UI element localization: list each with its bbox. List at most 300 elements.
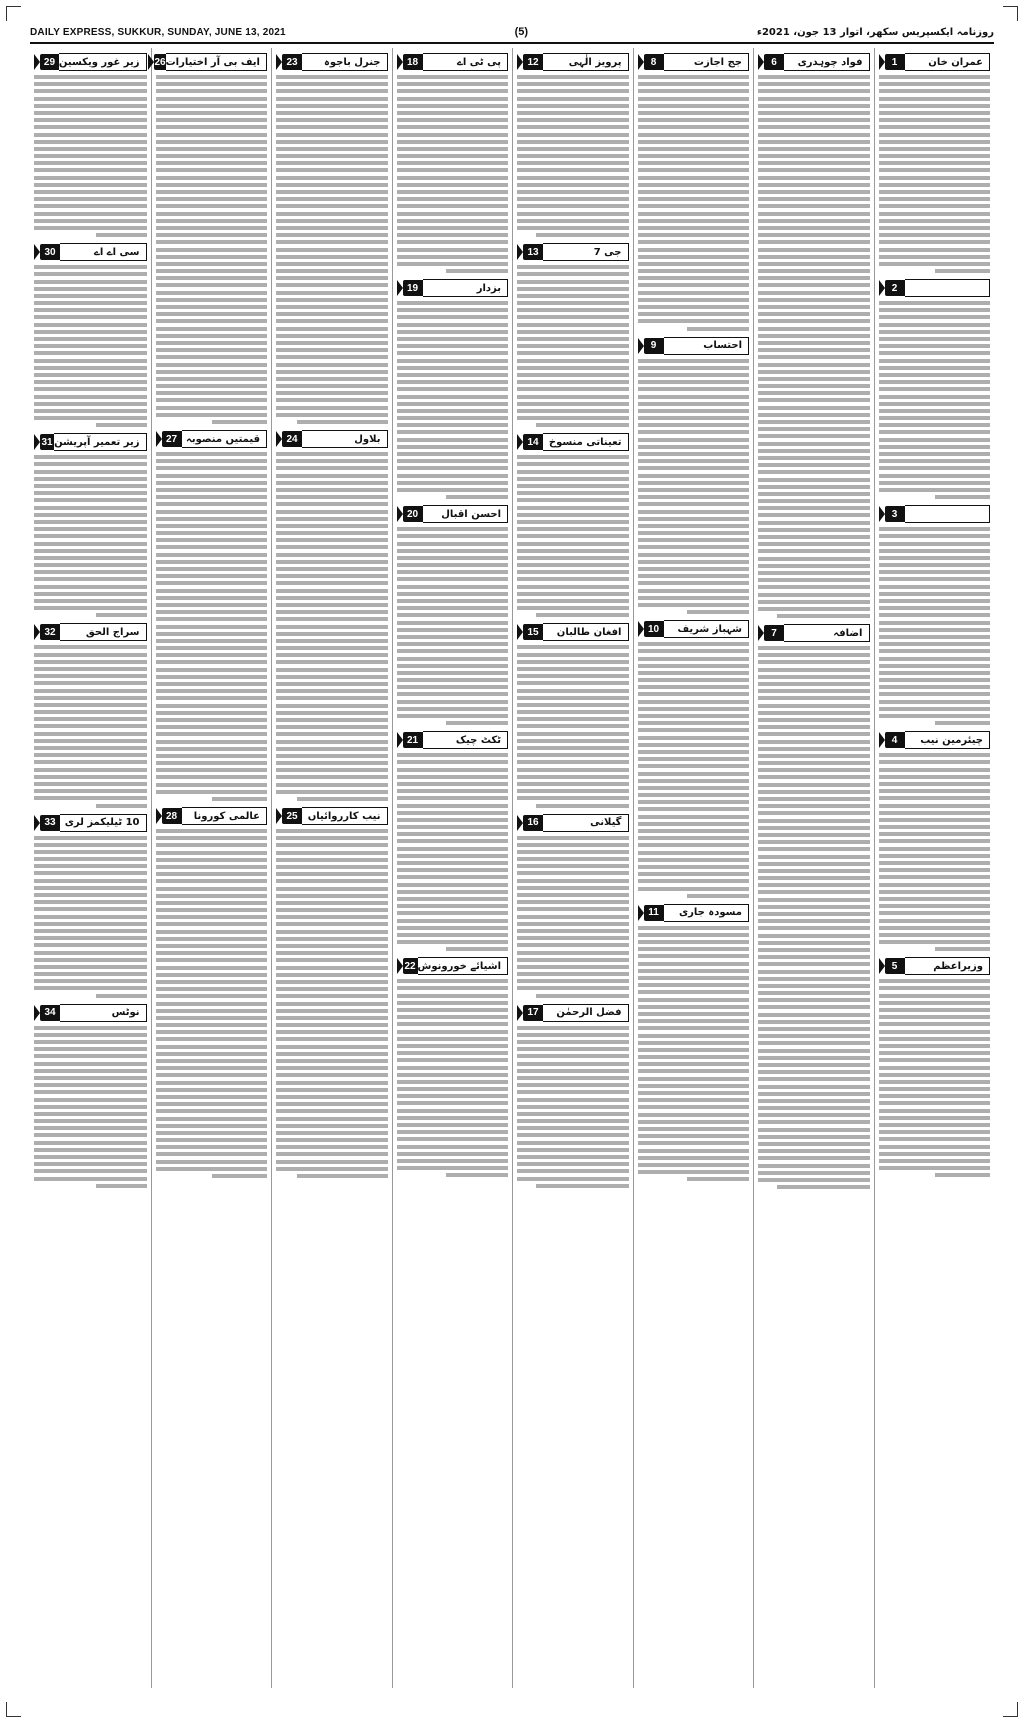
text-line (517, 681, 629, 685)
text-line (34, 1076, 147, 1080)
text-line (156, 567, 268, 571)
text-line (638, 800, 750, 804)
text-line (638, 743, 750, 747)
story-heading (517, 243, 629, 261)
text-line (276, 574, 388, 578)
text-line (517, 549, 629, 553)
text-line (638, 822, 750, 826)
text-line (517, 462, 629, 466)
text-line (638, 402, 750, 406)
heading-arrow-icon (758, 625, 764, 641)
text-line (879, 204, 991, 208)
text-line (758, 761, 870, 765)
story-title: پرویز الٰہی (543, 53, 629, 71)
text-line (758, 212, 870, 216)
text-line (276, 406, 388, 410)
text-line (758, 804, 870, 808)
text-line (517, 879, 629, 883)
text-line (34, 1177, 147, 1181)
news-story (156, 53, 268, 424)
text-line (276, 704, 388, 708)
text-line (879, 883, 991, 887)
text-line (276, 603, 388, 607)
text-line (638, 858, 750, 862)
text-line (397, 204, 509, 208)
story-body (397, 979, 509, 1177)
text-line (638, 1105, 750, 1109)
text-line (276, 355, 388, 359)
text-line (638, 969, 750, 973)
text-line (156, 363, 268, 367)
text-line (879, 1030, 991, 1034)
text-line (517, 542, 629, 546)
text-line (276, 851, 388, 855)
text-line (397, 1030, 509, 1034)
text-line (397, 1058, 509, 1062)
text-line (777, 1185, 870, 1189)
text-line (758, 819, 870, 823)
text-line (935, 495, 990, 499)
text-line (276, 466, 388, 470)
text-line (156, 1023, 268, 1027)
text-line (517, 455, 629, 459)
text-line (276, 118, 388, 122)
story-body (156, 75, 268, 424)
text-line (276, 517, 388, 521)
text-line (156, 531, 268, 535)
story-number-badge: 16 (523, 815, 543, 831)
text-line (156, 829, 268, 833)
story-title: افغان طالبان (543, 623, 629, 641)
text-line (638, 829, 750, 833)
text-line (34, 344, 147, 348)
text-line (156, 111, 268, 115)
text-line (397, 337, 509, 341)
text-line (276, 768, 388, 772)
text-line (34, 484, 147, 488)
text-line (397, 1159, 509, 1163)
text-line (638, 1170, 750, 1174)
news-story (879, 53, 991, 273)
text-line (517, 1062, 629, 1066)
story-title: نیب کارروائیاں (302, 807, 388, 825)
text-line (156, 133, 268, 137)
text-line (34, 556, 147, 560)
text-line (758, 341, 870, 345)
text-line (276, 283, 388, 287)
story-title: مسودہ جاری (664, 904, 750, 922)
text-line (156, 1138, 268, 1142)
text-line (156, 610, 268, 614)
text-line (517, 768, 629, 772)
text-line (34, 498, 147, 502)
text-line (276, 944, 388, 948)
text-line (879, 1101, 991, 1105)
text-line (397, 488, 509, 492)
news-story (758, 624, 870, 1189)
story-heading (758, 624, 870, 642)
text-line (638, 531, 750, 535)
text-line (536, 613, 629, 617)
story-number-badge: 15 (523, 624, 543, 640)
story-title: اشیائے خورونوش (418, 957, 508, 975)
text-line (758, 855, 870, 859)
text-line (758, 147, 870, 151)
text-line (276, 1152, 388, 1156)
text-line (34, 775, 147, 779)
text-line (276, 319, 388, 323)
text-line (517, 724, 629, 728)
text-line (517, 958, 629, 962)
text-line (879, 1166, 991, 1170)
text-line (517, 330, 629, 334)
story-heading (34, 433, 147, 451)
text-line (638, 1120, 750, 1124)
text-line (879, 301, 991, 305)
heading-arrow-icon (34, 624, 40, 640)
text-line (517, 703, 629, 707)
text-line (34, 491, 147, 495)
story-number-badge: 12 (523, 54, 543, 70)
text-line (397, 811, 509, 815)
text-line (758, 585, 870, 589)
text-line (156, 97, 268, 101)
news-story (879, 957, 991, 1177)
text-line (758, 176, 870, 180)
text-line (638, 197, 750, 201)
text-line (276, 872, 388, 876)
story-number-badge: 9 (644, 338, 664, 354)
text-line (34, 380, 147, 384)
text-line (517, 323, 629, 327)
text-line (276, 89, 388, 93)
text-line (156, 639, 268, 643)
text-line (517, 556, 629, 560)
text-line (879, 481, 991, 485)
text-line (156, 944, 268, 948)
text-line (34, 118, 147, 122)
text-line (517, 1069, 629, 1073)
text-line (276, 1073, 388, 1077)
masthead-english-date: DAILY EXPRESS, SUKKUR, SUNDAY, JUNE 13, 2021 (30, 26, 286, 38)
text-line (758, 535, 870, 539)
text-line (34, 330, 147, 334)
news-story (517, 814, 629, 998)
text-line (517, 886, 629, 890)
text-line (758, 898, 870, 902)
text-line (156, 858, 268, 862)
text-line (638, 89, 750, 93)
text-line (397, 301, 509, 305)
text-line (638, 1149, 750, 1153)
text-line (638, 721, 750, 725)
text-line (156, 452, 268, 456)
text-line (397, 577, 509, 581)
text-line (156, 922, 268, 926)
text-line (879, 563, 991, 567)
text-line (34, 455, 147, 459)
news-story (517, 243, 629, 427)
text-line (879, 147, 991, 151)
text-line (446, 269, 508, 273)
text-line (397, 979, 509, 983)
text-line (758, 905, 870, 909)
text-line (517, 979, 629, 983)
story-number-badge: 18 (403, 54, 423, 70)
text-line (397, 1080, 509, 1084)
text-line (156, 283, 268, 287)
story-title: قیمتیں منصوبہ (182, 430, 268, 448)
text-line (397, 883, 509, 887)
story-number-badge: 21 (403, 732, 423, 748)
text-line (34, 75, 147, 79)
text-line (156, 887, 268, 891)
text-line (276, 248, 388, 252)
text-line (34, 1083, 147, 1087)
text-line (276, 625, 388, 629)
text-line (879, 714, 991, 718)
text-line (638, 226, 750, 230)
text-line (758, 1128, 870, 1132)
text-line (397, 190, 509, 194)
text-line (758, 190, 870, 194)
text-line (156, 495, 268, 499)
text-line (276, 276, 388, 280)
story-heading (156, 53, 268, 71)
text-line (156, 851, 268, 855)
text-line (758, 542, 870, 546)
text-line (276, 133, 388, 137)
text-line (156, 754, 268, 758)
story-title: سی اے اے (60, 243, 147, 261)
text-line (517, 344, 629, 348)
text-line (34, 462, 147, 466)
text-line (687, 610, 749, 614)
story-title: نوٹس (60, 1004, 147, 1022)
text-line (879, 782, 991, 786)
text-line (156, 398, 268, 402)
text-line (758, 833, 870, 837)
text-line (517, 484, 629, 488)
text-line (517, 689, 629, 693)
text-line (879, 176, 991, 180)
text-line (156, 140, 268, 144)
text-line (276, 502, 388, 506)
text-line (879, 219, 991, 223)
text-line (34, 1090, 147, 1094)
text-line (156, 312, 268, 316)
text-line (758, 204, 870, 208)
text-line (638, 1048, 750, 1052)
text-line (638, 305, 750, 309)
text-line (536, 233, 629, 237)
text-line (517, 147, 629, 151)
text-line (758, 363, 870, 367)
text-line (156, 747, 268, 751)
text-line (156, 327, 268, 331)
text-line (638, 642, 750, 646)
text-line (638, 700, 750, 704)
text-line (276, 334, 388, 338)
text-line (156, 574, 268, 578)
text-line (879, 768, 991, 772)
text-line (517, 599, 629, 603)
text-line (638, 219, 750, 223)
text-line (638, 545, 750, 549)
story-title: گیلانی (543, 814, 629, 832)
news-story (517, 1004, 629, 1188)
text-line (638, 1091, 750, 1095)
text-line (397, 459, 509, 463)
news-column-1 (874, 48, 995, 1688)
text-line (758, 689, 870, 693)
text-line (879, 111, 991, 115)
text-line (638, 872, 750, 876)
text-line (212, 1174, 267, 1178)
heading-arrow-icon (397, 280, 403, 296)
text-line (34, 674, 147, 678)
text-line (156, 775, 268, 779)
text-line (276, 474, 388, 478)
text-line (276, 219, 388, 223)
text-line (34, 879, 147, 883)
text-line (156, 553, 268, 557)
text-line (397, 782, 509, 786)
text-line (638, 990, 750, 994)
text-line (397, 861, 509, 865)
story-body (758, 646, 870, 1189)
story-body (879, 753, 991, 951)
text-line (156, 161, 268, 165)
text-line (758, 862, 870, 866)
text-line (879, 82, 991, 86)
text-line (276, 312, 388, 316)
text-line (517, 951, 629, 955)
text-line (34, 1169, 147, 1173)
text-line (34, 746, 147, 750)
story-number-badge: 32 (40, 624, 60, 640)
story-heading (397, 53, 509, 71)
text-line (276, 966, 388, 970)
text-line (397, 416, 509, 420)
text-line (397, 642, 509, 646)
text-line (397, 344, 509, 348)
text-line (34, 915, 147, 919)
text-line (397, 549, 509, 553)
text-line (758, 919, 870, 923)
text-line (34, 520, 147, 524)
story-heading (517, 814, 629, 832)
text-line (276, 305, 388, 309)
text-line (758, 970, 870, 974)
news-story (34, 814, 147, 998)
story-body (276, 829, 388, 1178)
text-line (758, 262, 870, 266)
text-line (34, 922, 147, 926)
text-line (34, 653, 147, 657)
story-number-badge: 14 (523, 434, 543, 450)
text-line (879, 323, 991, 327)
crop-mark-top-right (1003, 6, 1018, 21)
text-line (34, 660, 147, 664)
text-line (34, 280, 147, 284)
heading-arrow-icon (397, 54, 403, 70)
text-line (758, 133, 870, 137)
text-line (517, 301, 629, 305)
text-line (638, 154, 750, 158)
text-line (156, 689, 268, 693)
heading-arrow-icon (638, 621, 644, 637)
text-line (276, 639, 388, 643)
text-line (276, 653, 388, 657)
text-line (34, 577, 147, 581)
text-line (397, 986, 509, 990)
text-line (34, 506, 147, 510)
text-line (276, 82, 388, 86)
heading-arrow-icon (156, 808, 162, 824)
text-line (397, 890, 509, 894)
text-line (638, 82, 750, 86)
text-line (517, 82, 629, 86)
text-line (879, 183, 991, 187)
text-line (156, 82, 268, 86)
text-line (879, 1001, 991, 1005)
text-line (34, 782, 147, 786)
text-line (397, 1022, 509, 1026)
text-line (517, 732, 629, 736)
text-line (397, 621, 509, 625)
text-line (638, 1034, 750, 1038)
text-line (276, 1066, 388, 1070)
text-line (879, 315, 991, 319)
text-line (935, 269, 990, 273)
text-line (156, 459, 268, 463)
news-story (758, 53, 870, 618)
text-line (879, 585, 991, 589)
text-line (397, 474, 509, 478)
text-line (879, 351, 991, 355)
text-line (156, 298, 268, 302)
story-number-badge: 3 (885, 506, 905, 522)
text-line (276, 125, 388, 129)
text-line (517, 380, 629, 384)
text-line (156, 391, 268, 395)
text-line (758, 1077, 870, 1081)
text-line (276, 790, 388, 794)
text-line (276, 887, 388, 891)
text-line (96, 613, 147, 617)
text-line (397, 308, 509, 312)
text-line (34, 308, 147, 312)
text-line (156, 524, 268, 528)
news-story (397, 957, 509, 1177)
text-line (879, 664, 991, 668)
text-line (638, 728, 750, 732)
text-line (276, 1124, 388, 1128)
text-line (34, 710, 147, 714)
text-line (517, 1026, 629, 1030)
text-line (156, 118, 268, 122)
news-column-3 (633, 48, 754, 1688)
text-line (397, 832, 509, 836)
news-column-7 (151, 48, 272, 1688)
text-line (758, 1092, 870, 1096)
text-line (879, 994, 991, 998)
text-line (276, 740, 388, 744)
text-line (397, 176, 509, 180)
story-heading (879, 957, 991, 975)
text-line (879, 168, 991, 172)
